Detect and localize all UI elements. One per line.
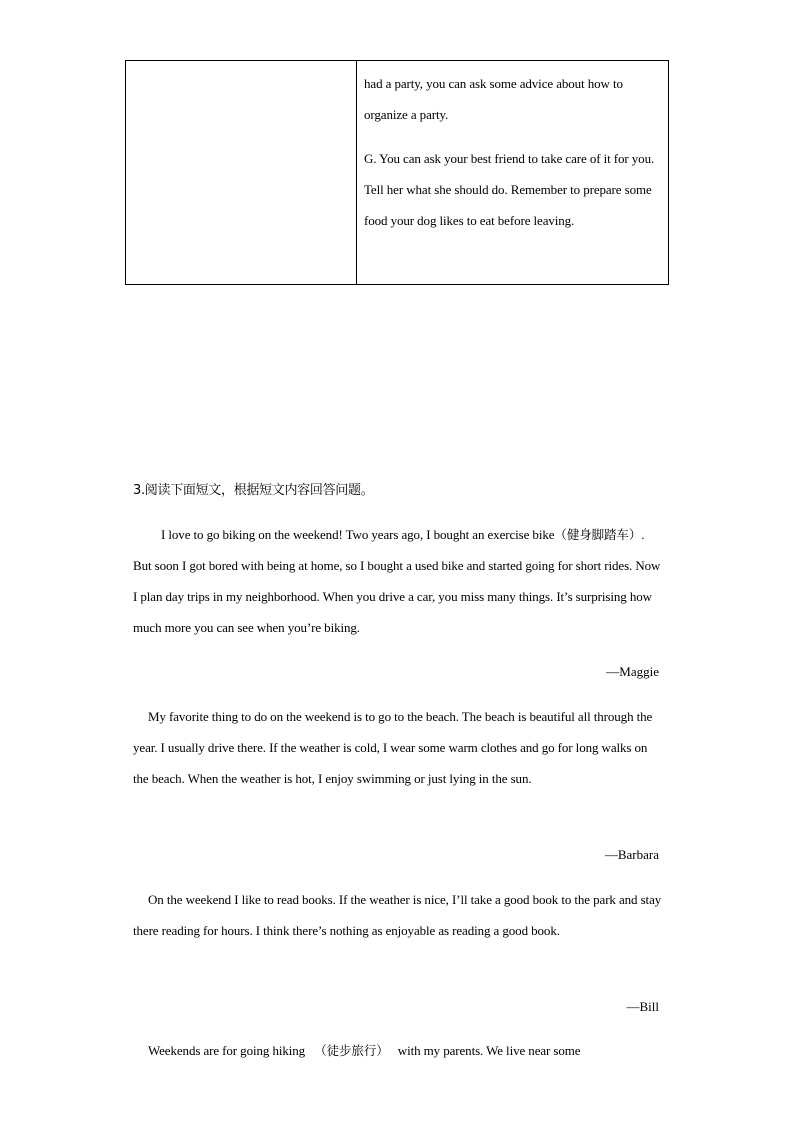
signature-bill: —Bill: [626, 999, 659, 1014]
passage-bill: On the weekend I like to read books. If the weather is nice, I’ll take a good book to the park and stay there reading for hours. I think there’s nothing as enjoyable as reading a good book.: [133, 892, 662, 938]
options-table: [125, 60, 669, 285]
chinese-gloss: （健身脚踏车）: [554, 527, 642, 542]
passage-text: . But soon I got bored with being at home, so I bought a used bike and started going for short rides. Now I plan day trips in my neighborhood. When you drive a car, you miss many things. It’s surprising how much more you can see when you’re biking.: [133, 527, 661, 635]
chinese-gloss: （徒步旅行）: [314, 1043, 389, 1058]
passage-hiking: [133, 1035, 663, 1066]
option-f-continued: had a party, you can ask some advice about how to organize a party.: [364, 76, 623, 122]
passage-maggie: [133, 519, 663, 643]
passage-barbara: My favorite thing to do on the weekend is to go to the beach. The beach is beautiful all through the year. I usually drive there. If the weather is cold, I wear some warm clothes and go for long walks on the beach. When the weather is hot, I enjoy swimming or just lying in the sun.: [133, 709, 653, 786]
passage-text: with my parents. We live near some: [397, 1043, 581, 1058]
passage-text: Weekends are for going hiking: [148, 1043, 306, 1058]
table-cell-empty: [126, 61, 357, 284]
passage-text: I love to go biking on the weekend! Two years ago, I bought an exercise bike: [161, 527, 555, 542]
signature-maggie: —Maggie: [606, 664, 659, 679]
option-g: G. You can ask your best friend to take care of it for you. Tell her what she should do. Remember to prepare some food your dog likes to eat before leaving.: [364, 151, 655, 228]
question-title: 3.阅读下面短文，根据短文内容回答问题。: [133, 483, 374, 498]
table-cell-options: [357, 61, 668, 284]
signature-barbara: —Barbara: [604, 847, 659, 862]
